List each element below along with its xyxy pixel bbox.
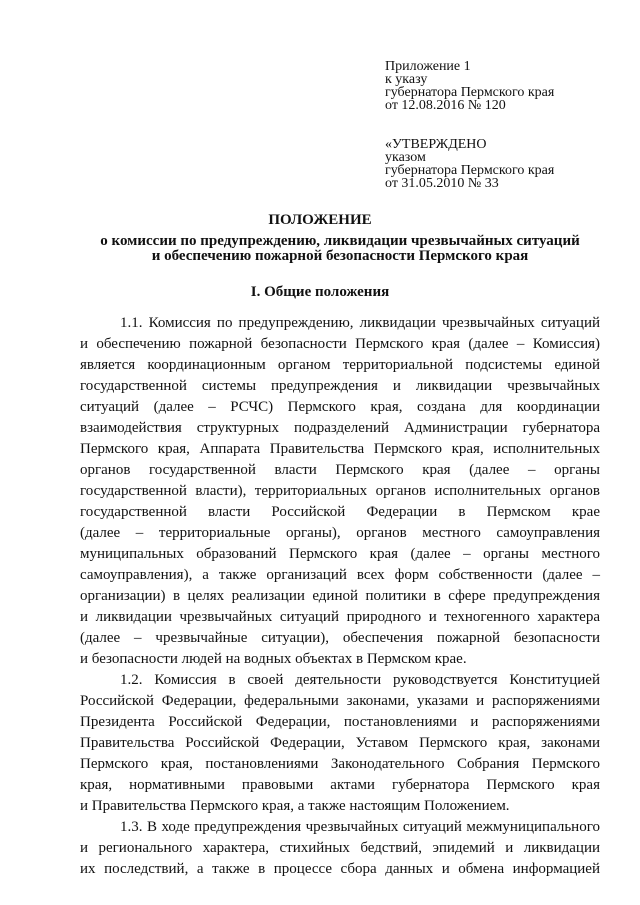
- body-line: (далее – чрезвычайные ситуации), обеспечения пожарной безопасности: [80, 630, 600, 646]
- body-line: и ликвидации чрезвычайных ситуаций природного и техногенного характера: [80, 609, 600, 625]
- body-line: и обеспечению пожарной безопасности Пермского края (далее – Комиссия): [80, 336, 600, 352]
- appendix-line-3: губернатора Пермского края: [385, 85, 555, 100]
- body-line: взаимодействия структурных подразделений Администрации губернатора: [80, 420, 600, 436]
- subtitle-line-2: и обеспечению пожарной безопасности Пермского края: [151, 248, 529, 264]
- body-line: 1.2. Комиссия в своей деятельности руководствуется Конституцией: [120, 672, 600, 688]
- body-line: и регионального характера, стихийных бедствий, эпидемий и ликвидации: [80, 840, 600, 856]
- subtitle-line-1: о комиссии по предупреждению, ликвидации чрезвычайных ситуаций: [100, 233, 580, 249]
- body-line: ситуаций (далее – РСЧС) Пермского края, создана для координации: [80, 399, 600, 415]
- body-line: Пермского края, Аппарата Правительства Пермского края, исполнительных: [80, 441, 600, 457]
- body-line: государственной системы предупреждения и ликвидации чрезвычайных: [80, 378, 600, 394]
- body-line: и Правительства Пермского края, а также настоящим Положением.: [80, 798, 510, 814]
- body-text: [80, 313, 600, 880]
- body-line: самоуправления), а также организаций всех форм собственности (далее –: [80, 567, 600, 583]
- body-line: организации) в целях реализации единой политики в сфере предупреждения: [80, 588, 600, 604]
- body-line: их последствий, а также в процессе сбора данных и обмена информацией: [80, 861, 600, 877]
- document-title: ПОЛОЖЕНИЕ: [268, 212, 372, 228]
- document-subtitle: [60, 234, 620, 264]
- body-line: Президента Российской Федерации, постановлениями и распоряжениями: [80, 714, 600, 730]
- section-heading: I. Общие положения: [250, 284, 390, 300]
- body-line: муниципальных образований Пермского края (далее – органы местного: [80, 546, 600, 562]
- appendix-block: [385, 60, 615, 112]
- approved-line-2: указом: [385, 150, 426, 165]
- body-line: Правительства Российской Федерации, Уставом Пермского края, законами: [80, 735, 600, 751]
- body-line: 1.3. В ходе предупреждения чрезвычайных ситуаций межмуниципального: [120, 819, 600, 835]
- body-line: государственной власти), территориальных органов исполнительных органов: [80, 483, 600, 499]
- approved-line-4: от 31.05.2010 № 33: [385, 176, 499, 191]
- body-line: (далее – территориальные органы), органов местного самоуправления: [80, 525, 600, 541]
- body-line: органов государственной власти Пермского края (далее – органы: [80, 462, 600, 478]
- appendix-line-2: к указу: [385, 72, 428, 87]
- body-line: 1.1. Комиссия по предупреждению, ликвидации чрезвычайных ситуаций: [120, 315, 600, 331]
- approved-line-3: губернатора Пермского края: [385, 163, 555, 178]
- body-line: является координационным органом территориальной подсистемы единой: [80, 357, 600, 373]
- body-line: Пермского края, постановлениями Законодательного Собрания Пермского: [80, 756, 600, 772]
- approved-line-1: «УТВЕРЖДЕНО: [385, 137, 487, 152]
- appendix-line-4: от 12.08.2016 № 120: [385, 98, 506, 113]
- appendix-line-1: Приложение 1: [385, 59, 471, 74]
- approved-block: [385, 138, 615, 190]
- body-line: края, нормативными правовыми актами губернатора Пермского края: [80, 777, 600, 793]
- body-line: Российской Федерации, федеральными законами, указами и распоряжениями: [80, 693, 600, 709]
- body-line: государственной власти Российской Федерации в Пермском крае: [80, 504, 600, 520]
- body-line: и безопасности людей на водных объектах в Пермском крае.: [80, 651, 467, 667]
